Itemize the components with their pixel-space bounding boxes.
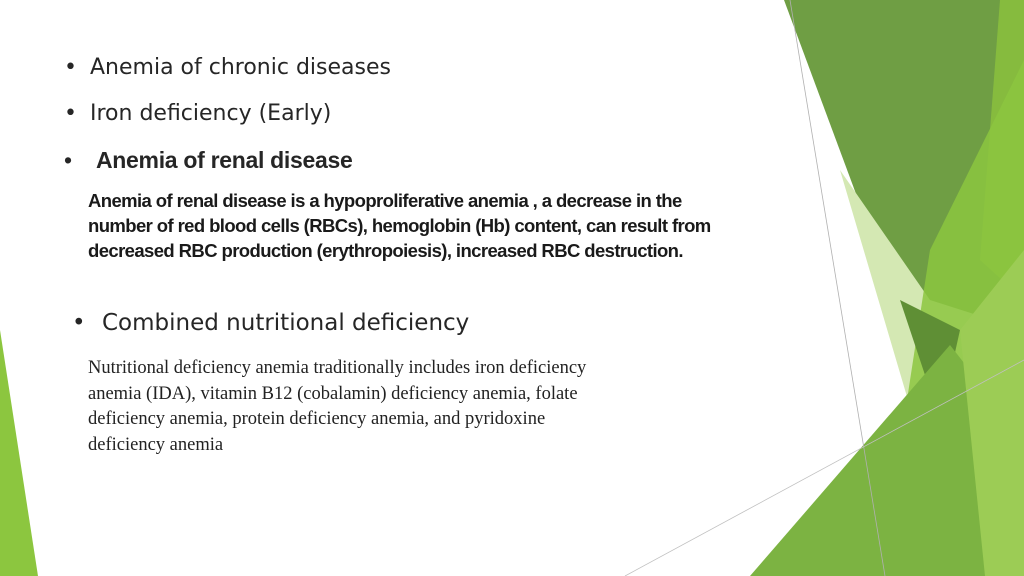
bullet-text: Iron deficiency (Early) [90, 101, 332, 126]
bullet-text: Anemia of renal disease [96, 147, 353, 173]
bullet-combined-nutritional-deficiency [72, 310, 469, 336]
bullet-dot: • [72, 310, 86, 336]
bullet-anemia-renal-disease [64, 147, 352, 174]
bullet-dot: • [64, 101, 77, 126]
left-green-sliver [0, 330, 38, 576]
bullet-dot: • [64, 147, 72, 173]
renal-disease-description: Anemia of renal disease is a hypoproliferative anemia , a decrease in the number of red blood cells (RBCs), hemoglobin (Hb) content, can result from decreased RBC production (erythropoiesis), increased RBC destruction. [88, 190, 711, 261]
bullet-iron-deficiency [64, 101, 331, 126]
bullet-anemia-chronic-diseases [64, 55, 391, 80]
bullet-text: Anemia of chronic diseases [90, 55, 391, 80]
bullet-dot: • [64, 55, 77, 80]
nutritional-deficiency-description: Nutritional deficiency anemia traditionally includes iron deficiency anemia (IDA), vitamin B12 (cobalamin) deficiency anemia, folate deficiency anemia, protein deficiency anemia, and pyridoxine deficiency anemia [88, 358, 587, 455]
bullet-text: Combined nutritional deficiency [102, 310, 470, 336]
